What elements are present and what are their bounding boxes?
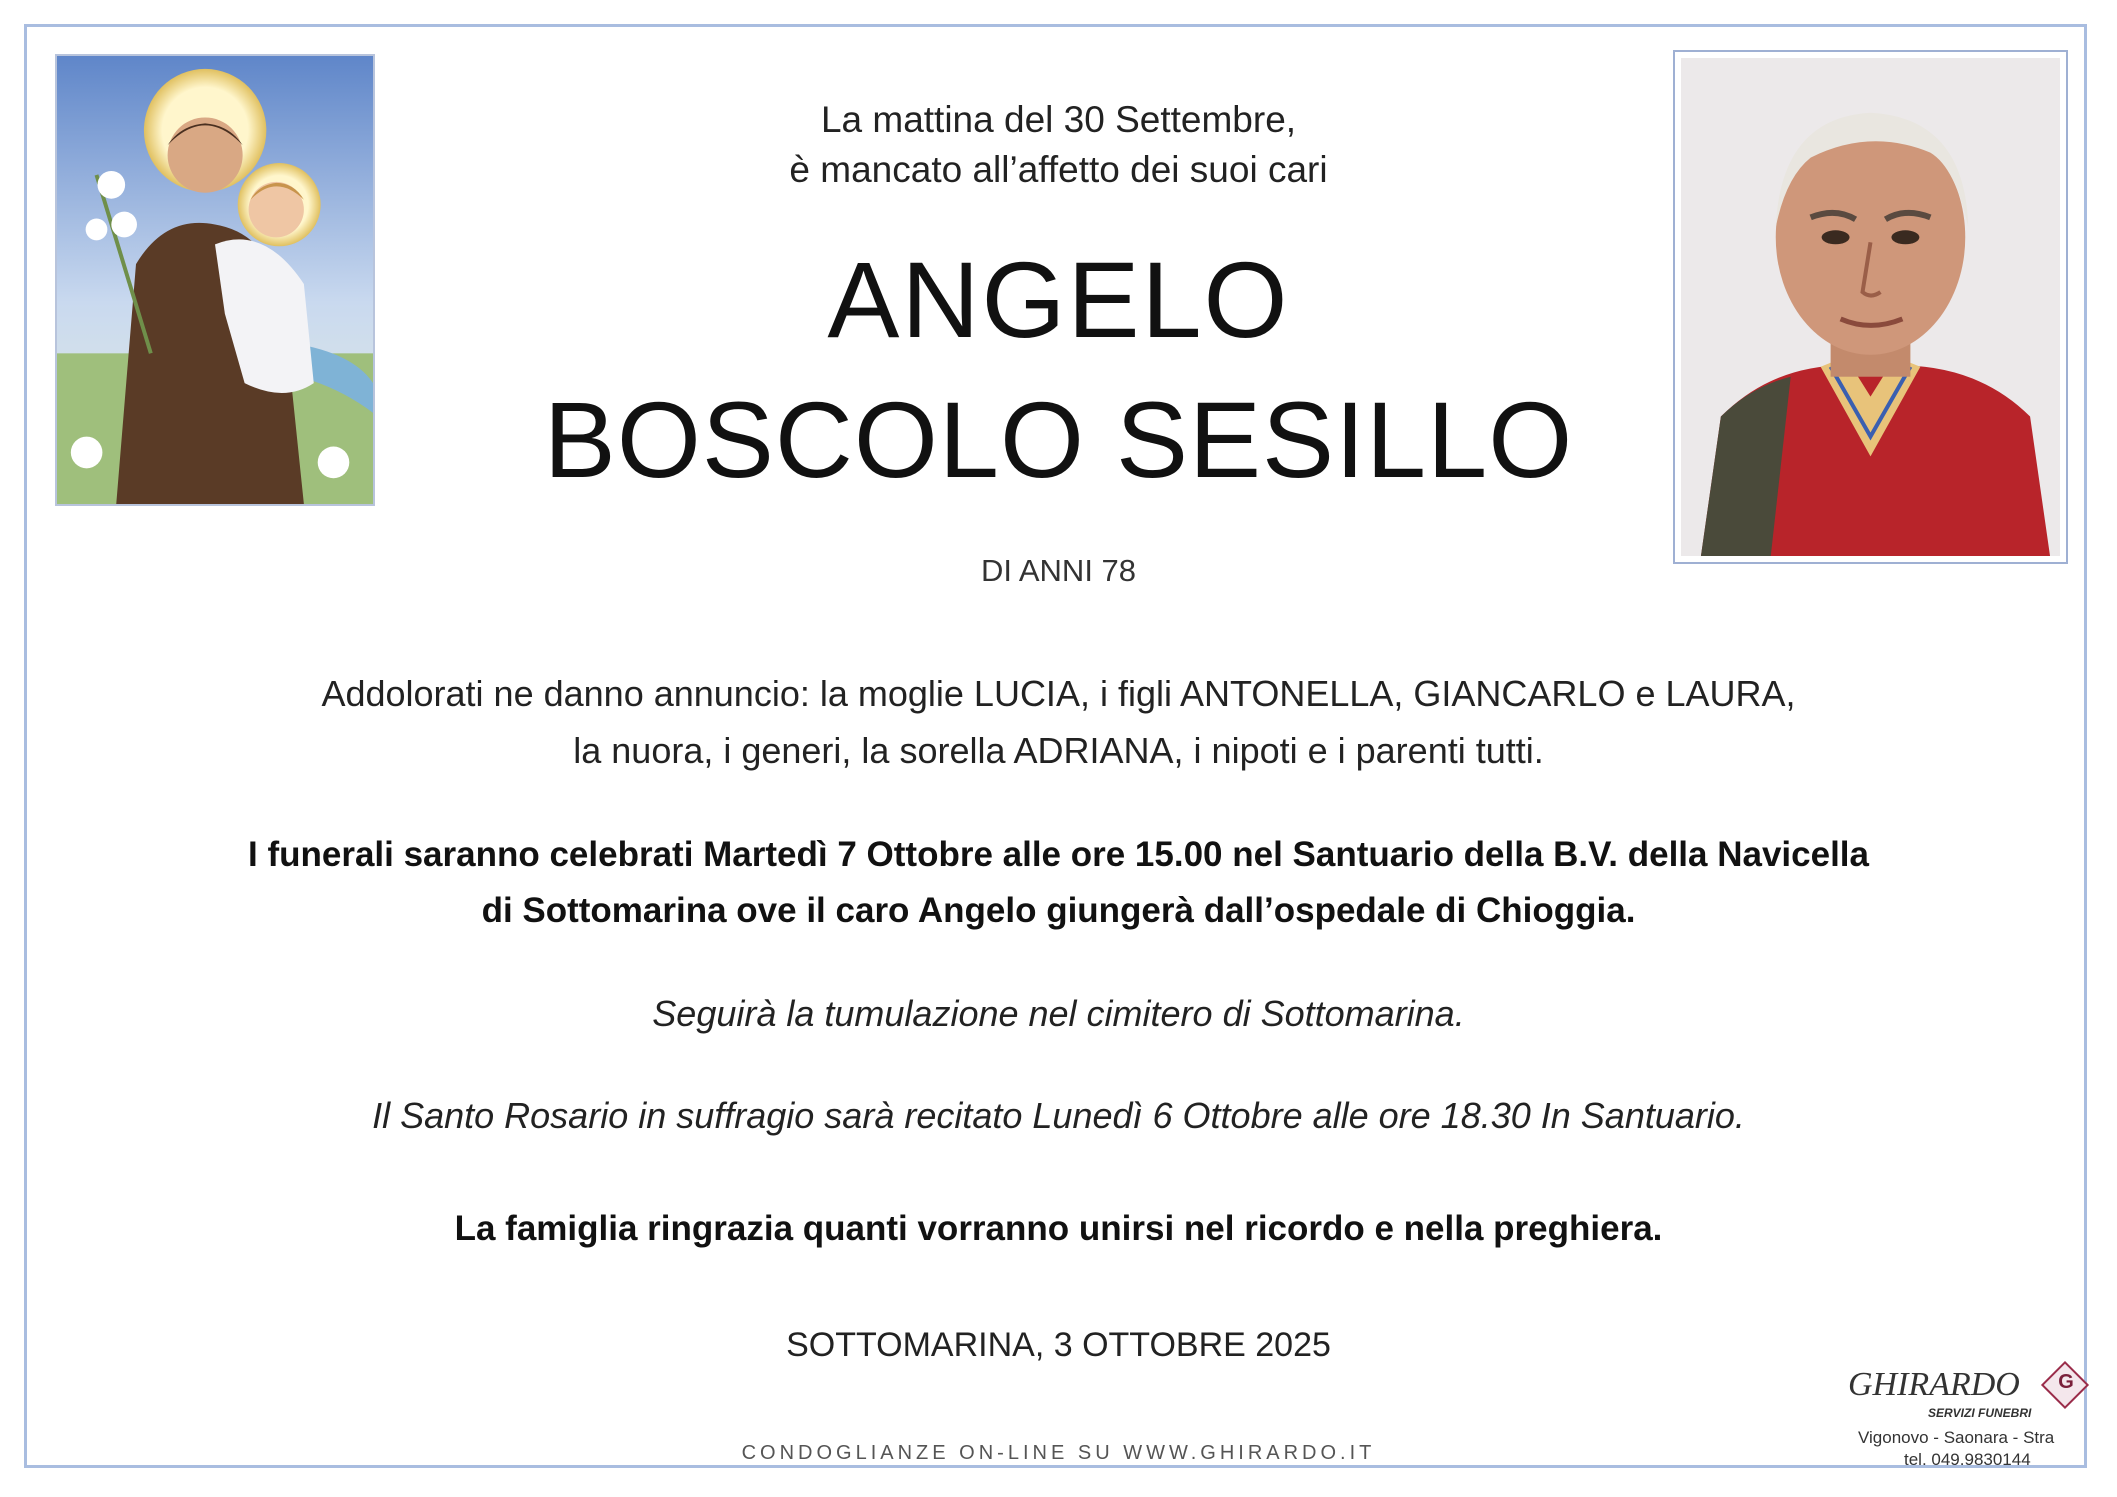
funeral-line-1: I funerali saranno celebrati Martedì 7 Ottobre alle ore 15.00 nel Santuario della B.V. della Navicella — [248, 835, 1869, 874]
announcement-text — [0, 665, 2117, 779]
logo-subtitle: SERVIZI FUNEBRI — [1928, 1406, 2032, 1420]
intro-line-2: è mancato all’affetto dei suoi cari — [789, 149, 1328, 190]
place-and-date: SOTTOMARINA, 3 OTTOBRE 2025 — [786, 1326, 1331, 1364]
burial-info: Seguirà la tumulazione nel cimitero di Sottomarina. — [652, 993, 1465, 1034]
funeral-info — [0, 827, 2117, 939]
logo-phone: tel. 049.9830144 — [1904, 1450, 2031, 1469]
deceased-age: DI ANNI 78 — [980, 553, 1137, 588]
family-thanks: La famiglia ringrazia quanti vorranno unirsi nel ricordo e nella preghiera. — [454, 1209, 1663, 1248]
logo-letter: G — [2058, 1371, 2074, 1393]
logo-locations: Vigonovo - Saonara - Stra — [1858, 1428, 2055, 1447]
logo-brand: GHIRARDO — [1848, 1366, 2020, 1403]
online-condolences-link[interactable]: CONDOGLIANZE ON-LINE SU WWW.GHIRARDO.IT — [741, 1442, 1376, 1464]
intro-text — [0, 95, 2117, 195]
announcement-line-1: Addolorati ne danno annuncio: la moglie LUCIA, i figli ANTONELLA, GIANCARLO e LAURA, — [321, 673, 1796, 714]
ghirardo-logo — [1848, 1360, 2088, 1470]
rosary-info: Il Santo Rosario in suffragio sarà recitato Lunedì 6 Ottobre alle ore 18.30 In Santuario. — [372, 1095, 1745, 1136]
announcement-line-2: la nuora, i generi, la sorella ADRIANA, i nipoti e i parenti tutti. — [573, 730, 1544, 771]
deceased-last-name: BOSCOLO SESILLO — [543, 379, 1574, 500]
deceased-first-name: ANGELO — [827, 239, 1290, 360]
funeral-line-2: di Sottomarina ove il caro Angelo giungerà dall’ospedale di Chioggia. — [481, 891, 1636, 930]
intro-line-1: La mattina del 30 Settembre, — [820, 99, 1297, 140]
